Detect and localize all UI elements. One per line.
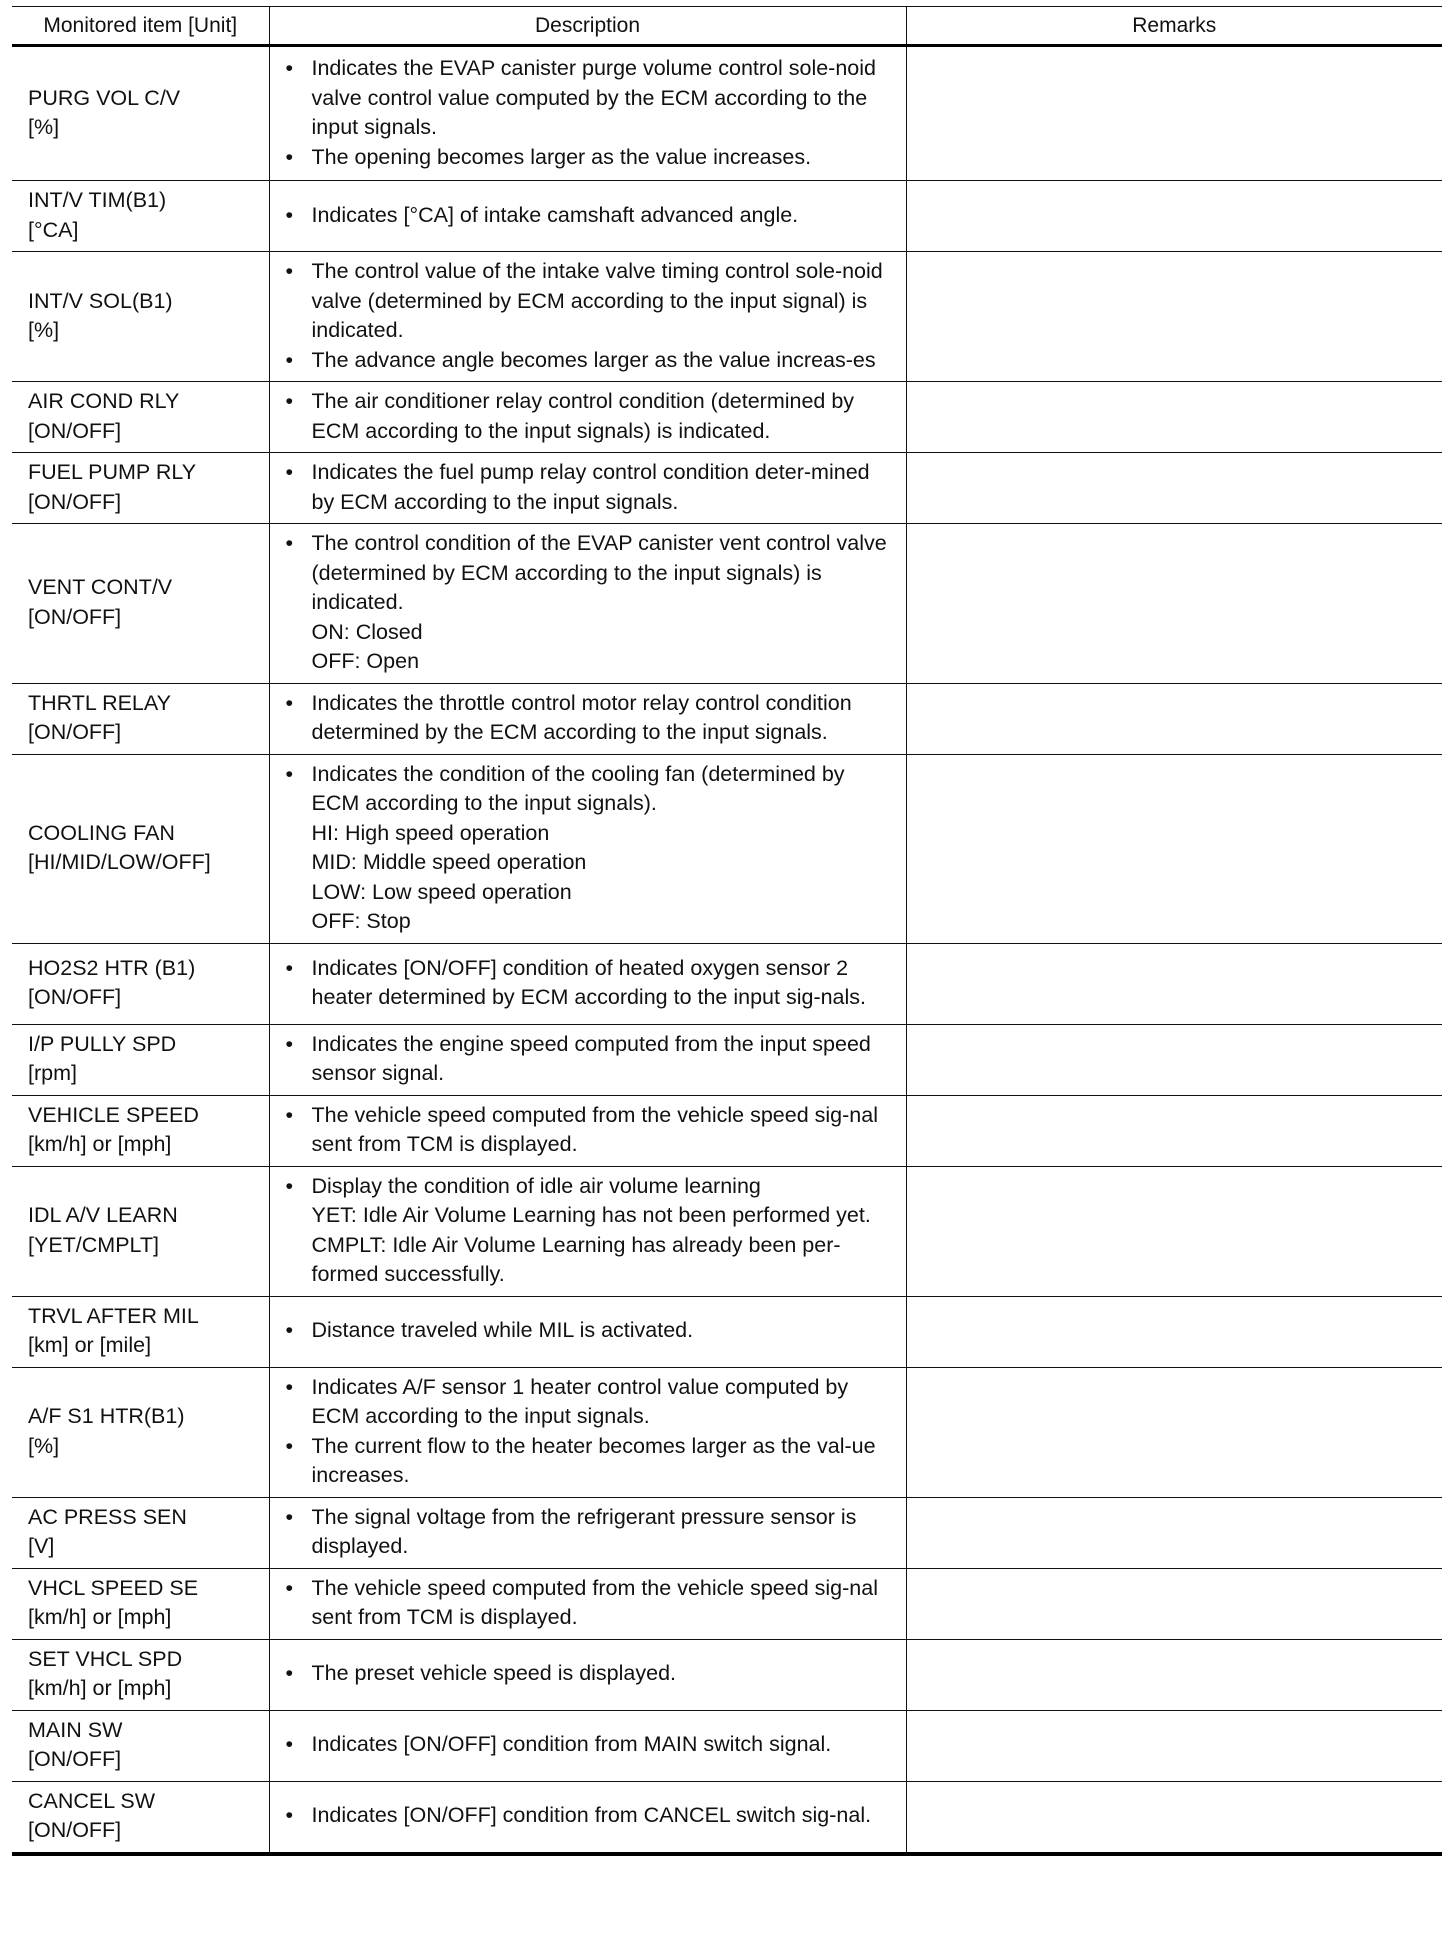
remarks-cell bbox=[906, 453, 1442, 524]
item-unit: [km/h] or [mph] bbox=[28, 1676, 172, 1700]
description-cell bbox=[269, 1639, 906, 1710]
monitored-item-cell bbox=[12, 1781, 269, 1854]
item-name: MAIN SW bbox=[28, 1717, 123, 1742]
item-unit: [ON/OFF] bbox=[28, 604, 122, 629]
table-row bbox=[12, 181, 1442, 252]
table-row bbox=[12, 1166, 1442, 1296]
description-cell bbox=[269, 1024, 906, 1095]
description-bullet: • The vehicle speed computed from the vehicle speed sig-nal sent from TCM is displayed. bbox=[286, 1101, 898, 1160]
description-bullet: • The vehicle speed computed from the vehicle speed sig-nal sent from TCM is displayed. bbox=[286, 1574, 898, 1633]
description-bullet-list bbox=[286, 529, 898, 618]
item-unit: [km] or [mile] bbox=[28, 1333, 152, 1357]
description-bullet: • Indicates [ON/OFF] condition of heated oxygen sensor 2 heater determined by ECM according to the input sig-nals. bbox=[286, 954, 898, 1013]
remarks-cell bbox=[906, 754, 1442, 943]
item-name: HO2S2 HTR (B1) bbox=[28, 955, 196, 980]
item-name: IDL A/V LEARN bbox=[28, 1203, 178, 1227]
description-bullet: • Indicates the EVAP canister purge volume control sole-noid valve control value computed by the ECM according to the input signals. bbox=[286, 54, 898, 143]
monitored-item-cell bbox=[12, 683, 269, 754]
description-bullet-list bbox=[286, 458, 898, 517]
description-bullet-list bbox=[286, 1316, 898, 1346]
description-cell bbox=[269, 181, 906, 252]
remarks-cell bbox=[906, 943, 1442, 1024]
description-bullet-list bbox=[286, 1172, 898, 1202]
description-cell bbox=[269, 1296, 906, 1367]
item-name: THRTL RELAY bbox=[28, 690, 171, 715]
table-header bbox=[12, 7, 1442, 46]
item-name: A/F S1 HTR(B1) bbox=[28, 1404, 185, 1428]
description-bullet: • The signal voltage from the refrigerant pressure sensor is displayed. bbox=[286, 1503, 898, 1562]
description-bullet: • The current flow to the heater becomes larger as the val-ue increases. bbox=[286, 1432, 898, 1491]
remarks-cell bbox=[906, 1497, 1442, 1568]
item-unit: [ON/OFF] bbox=[28, 1818, 122, 1842]
remarks-cell bbox=[906, 1095, 1442, 1166]
description-bullet-list bbox=[286, 387, 898, 446]
description-bullet-list bbox=[286, 954, 898, 1013]
description-bullet: • Indicates [°CA] of intake camshaft advanced angle. bbox=[286, 201, 898, 231]
description-bullet-list bbox=[286, 257, 898, 375]
description-bullet: • Indicates [ON/OFF] condition from MAIN switch signal. bbox=[286, 1730, 898, 1760]
monitored-item-cell bbox=[12, 46, 269, 181]
description-sub-line: CMPLT: Idle Air Volume Learning has already been per-formed successfully. bbox=[311, 1232, 841, 1286]
table-row bbox=[12, 1710, 1442, 1781]
description-cell bbox=[269, 1497, 906, 1568]
item-unit: [ON/OFF] bbox=[28, 418, 122, 443]
item-name: VHCL SPEED SE bbox=[28, 1575, 199, 1600]
item-name: INT/V SOL(B1) bbox=[28, 288, 173, 313]
remarks-cell bbox=[906, 1296, 1442, 1367]
remarks-cell bbox=[906, 1781, 1442, 1854]
column-header-description: Description bbox=[269, 7, 906, 46]
description-bullet: • The opening becomes larger as the value increases. bbox=[286, 143, 898, 173]
description-bullet-list bbox=[286, 689, 898, 748]
description-bullet: • Indicates [ON/OFF] condition from CANCEL switch sig-nal. bbox=[286, 1801, 898, 1831]
description-cell bbox=[269, 252, 906, 382]
document-page bbox=[12, 6, 1442, 1856]
description-bullet: • The air conditioner relay control condition (determined by ECM according to the input signals) is indicated. bbox=[286, 387, 898, 446]
monitored-items-table bbox=[12, 6, 1442, 1856]
remarks-cell bbox=[906, 1710, 1442, 1781]
remarks-cell bbox=[906, 1367, 1442, 1497]
description-sub-line: YET: Idle Air Volume Learning has not been performed yet. bbox=[311, 1203, 871, 1227]
description-cell bbox=[269, 382, 906, 453]
description-bullet-list bbox=[286, 1730, 898, 1760]
description-sub-line: ON: Closed bbox=[311, 619, 423, 644]
item-unit: [ON/OFF] bbox=[28, 1747, 122, 1771]
item-unit: [ON/OFF] bbox=[28, 489, 122, 514]
monitored-item-cell bbox=[12, 1710, 269, 1781]
description-cell bbox=[269, 1166, 906, 1296]
item-unit: [HI/MID/LOW/OFF] bbox=[28, 850, 211, 874]
description-sub-line: OFF: Open bbox=[311, 649, 420, 673]
description-bullet: • The advance angle becomes larger as the value increas-es bbox=[286, 346, 898, 376]
monitored-item-cell bbox=[12, 252, 269, 382]
table-row bbox=[12, 1024, 1442, 1095]
remarks-cell bbox=[906, 1024, 1442, 1095]
table-row bbox=[12, 382, 1442, 453]
description-cell bbox=[269, 683, 906, 754]
monitored-item-cell bbox=[12, 1568, 269, 1639]
description-cell bbox=[269, 754, 906, 943]
description-bullet-list bbox=[286, 760, 898, 819]
table-body bbox=[12, 46, 1442, 1854]
description-bullet-list bbox=[286, 54, 898, 172]
table-row bbox=[12, 46, 1442, 181]
table-row bbox=[12, 754, 1442, 943]
description-cell bbox=[269, 1095, 906, 1166]
description-bullet: • Display the condition of idle air volume learning bbox=[286, 1172, 898, 1202]
item-unit: [km/h] or [mph] bbox=[28, 1132, 172, 1156]
description-bullet: • Indicates the fuel pump relay control condition deter-mined by ECM according to the input signals. bbox=[286, 458, 898, 517]
monitored-item-cell bbox=[12, 524, 269, 684]
table-row bbox=[12, 524, 1442, 684]
remarks-cell bbox=[906, 1639, 1442, 1710]
description-sub-line: HI: High speed operation bbox=[311, 820, 550, 845]
remarks-cell bbox=[906, 181, 1442, 252]
item-name: VENT CONT/V bbox=[28, 575, 173, 600]
remarks-cell bbox=[906, 1166, 1442, 1296]
description-bullet-list bbox=[286, 201, 898, 231]
item-name: AIR COND RLY bbox=[28, 389, 180, 413]
monitored-item-cell bbox=[12, 943, 269, 1024]
table-row bbox=[12, 1497, 1442, 1568]
remarks-cell bbox=[906, 46, 1442, 181]
description-bullet-list bbox=[286, 1574, 898, 1633]
monitored-item-cell bbox=[12, 1639, 269, 1710]
table-row bbox=[12, 1781, 1442, 1854]
item-name: AC PRESS SEN bbox=[28, 1504, 187, 1529]
description-bullet-list bbox=[286, 1101, 898, 1160]
item-name: FUEL PUMP RLY bbox=[28, 460, 197, 484]
item-unit: [ON/OFF] bbox=[28, 720, 122, 744]
description-bullet: • The control condition of the EVAP canister vent control valve (determined by ECM according to the input signals) is indicated. bbox=[286, 529, 898, 618]
description-bullet: • The control value of the intake valve timing control sole-noid valve (determined by ECM according to the input signal) is indicated. bbox=[286, 257, 898, 346]
item-unit: [°CA] bbox=[28, 217, 79, 242]
description-sub-line: OFF: Stop bbox=[311, 909, 411, 933]
table-row bbox=[12, 1095, 1442, 1166]
item-name: VEHICLE SPEED bbox=[28, 1102, 199, 1127]
table-row bbox=[12, 1639, 1442, 1710]
monitored-item-cell bbox=[12, 1367, 269, 1497]
table-row bbox=[12, 453, 1442, 524]
monitored-item-cell bbox=[12, 1024, 269, 1095]
description-bullet: • Indicates the engine speed computed from the input speed sensor signal. bbox=[286, 1030, 898, 1089]
monitored-item-cell bbox=[12, 382, 269, 453]
item-name: CANCEL SW bbox=[28, 1788, 156, 1813]
remarks-cell bbox=[906, 382, 1442, 453]
item-unit: [%] bbox=[28, 1433, 60, 1458]
description-bullet-list bbox=[286, 1030, 898, 1089]
item-name: INT/V TIM(B1) bbox=[28, 188, 167, 212]
item-name: COOLING FAN bbox=[28, 820, 175, 845]
monitored-item-cell bbox=[12, 1166, 269, 1296]
item-unit: [YET/CMPLT] bbox=[28, 1232, 160, 1257]
monitored-item-cell bbox=[12, 453, 269, 524]
header-row bbox=[12, 7, 1442, 46]
remarks-cell bbox=[906, 252, 1442, 382]
description-bullet: • Indicates the throttle control motor relay control condition determined by the ECM according to the input signals. bbox=[286, 689, 898, 748]
monitored-item-cell bbox=[12, 754, 269, 943]
item-unit: [ON/OFF] bbox=[28, 985, 122, 1009]
table-row bbox=[12, 683, 1442, 754]
item-unit: [V] bbox=[28, 1534, 55, 1558]
description-cell bbox=[269, 1568, 906, 1639]
table-row bbox=[12, 1296, 1442, 1367]
column-header-remarks: Remarks bbox=[906, 7, 1442, 46]
description-bullet-list bbox=[286, 1373, 898, 1491]
description-cell bbox=[269, 46, 906, 181]
remarks-cell bbox=[906, 524, 1442, 684]
item-name: I/P PULLY SPD bbox=[28, 1031, 177, 1056]
remarks-cell bbox=[906, 1568, 1442, 1639]
item-unit: [km/h] or [mph] bbox=[28, 1605, 172, 1629]
item-name: TRVL AFTER MIL bbox=[28, 1303, 199, 1328]
item-name: PURG VOL C/V bbox=[28, 85, 181, 110]
description-cell bbox=[269, 1710, 906, 1781]
description-bullet: • Distance traveled while MIL is activated. bbox=[286, 1316, 898, 1346]
description-sub-line: LOW: Low speed operation bbox=[311, 879, 572, 904]
description-cell bbox=[269, 1367, 906, 1497]
description-bullet: • The preset vehicle speed is displayed. bbox=[286, 1659, 898, 1689]
table-row bbox=[12, 252, 1442, 382]
item-unit: [%] bbox=[28, 115, 60, 139]
description-cell bbox=[269, 943, 906, 1024]
monitored-item-cell bbox=[12, 181, 269, 252]
table-row bbox=[12, 1367, 1442, 1497]
description-sub-line: MID: Middle speed operation bbox=[311, 850, 587, 874]
description-cell bbox=[269, 453, 906, 524]
item-unit: [%] bbox=[28, 318, 60, 342]
description-bullet: • Indicates the condition of the cooling fan (determined by ECM according to the input signals). bbox=[286, 760, 898, 819]
table-row bbox=[12, 943, 1442, 1024]
table-row bbox=[12, 1568, 1442, 1639]
column-header-monitored-item: Monitored item [Unit] bbox=[12, 7, 269, 46]
monitored-item-cell bbox=[12, 1296, 269, 1367]
description-bullet-list bbox=[286, 1659, 898, 1689]
item-unit: [rpm] bbox=[28, 1061, 77, 1085]
description-bullet-list bbox=[286, 1801, 898, 1831]
remarks-cell bbox=[906, 683, 1442, 754]
description-cell bbox=[269, 524, 906, 684]
item-name: SET VHCL SPD bbox=[28, 1646, 183, 1671]
description-cell bbox=[269, 1781, 906, 1854]
monitored-item-cell bbox=[12, 1095, 269, 1166]
monitored-item-cell bbox=[12, 1497, 269, 1568]
description-bullet-list bbox=[286, 1503, 898, 1562]
description-bullet: • Indicates A/F sensor 1 heater control value computed by ECM according to the input signals. bbox=[286, 1373, 898, 1432]
